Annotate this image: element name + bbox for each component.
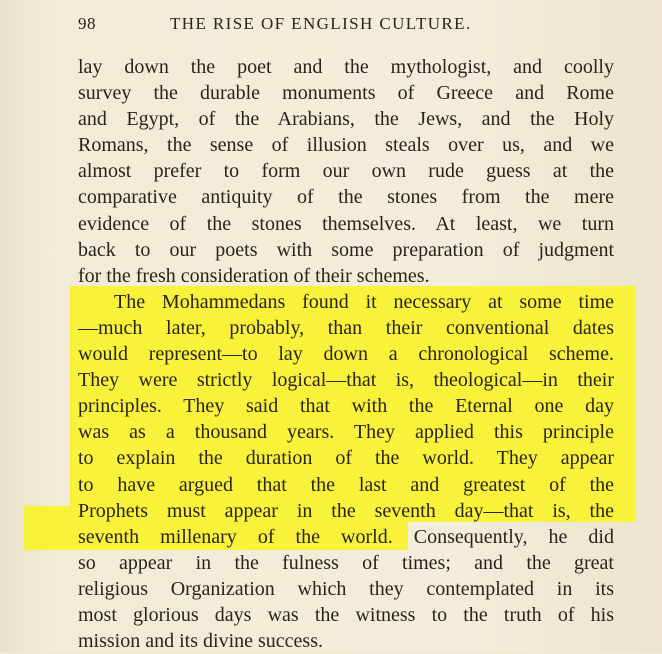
text-line: survey the durable monuments of Greece and Rome <box>78 82 614 105</box>
page-header <box>78 14 618 40</box>
text-line: back to our poets with some preparation of judgment <box>78 238 614 261</box>
text-line: was as a thousand years. They applied this principle <box>78 421 614 444</box>
text-line: seventh millenary of the world. Consequently, he did <box>78 525 614 548</box>
text-line: religious Organization which they contemplated in its <box>78 577 614 600</box>
text-line: so appear in the fulness of times; and the great <box>78 551 614 574</box>
text-line: mission and its divine success. <box>78 630 323 653</box>
paragraph-start-line: The Mohammedans found it necessary at some time <box>114 290 614 313</box>
text-line: They were strictly logical—that is, theological—in their <box>78 369 614 392</box>
running-title: THE RISE OF ENGLISH CULTURE. <box>170 14 472 33</box>
text-line: would represent—to lay down a chronological scheme. <box>78 343 614 366</box>
page-number: 98 <box>78 14 96 33</box>
text-line: —much later, probably, than their conventional dates <box>78 316 614 339</box>
text-line: almost prefer to form our own rude guess at the <box>78 160 614 183</box>
text-line: Prophets must appear in the seventh day—that is, the <box>78 499 614 522</box>
text-line: Romans, the sense of illusion steals over us, and we <box>78 134 614 157</box>
text-line: most glorious days was the witness to the truth of his <box>78 603 614 626</box>
text-line: to have argued that the last and greatest of the <box>78 473 614 496</box>
text-line: comparative antiquity of the stones from the mere <box>78 186 614 209</box>
text-line: principles. They said that with the Eternal one day <box>78 395 614 418</box>
text-line: to explain the duration of the world. They appear <box>78 447 614 470</box>
text-line: evidence of the stones themselves. At least, we turn <box>78 212 614 235</box>
text-line: for the fresh consideration of their schemes. <box>78 264 430 287</box>
text-line: lay down the poet and the mythologist, and coolly <box>78 56 614 78</box>
body-text <box>78 54 614 654</box>
text-line: and Egypt, of the Arabians, the Jews, and the Holy <box>78 108 614 131</box>
